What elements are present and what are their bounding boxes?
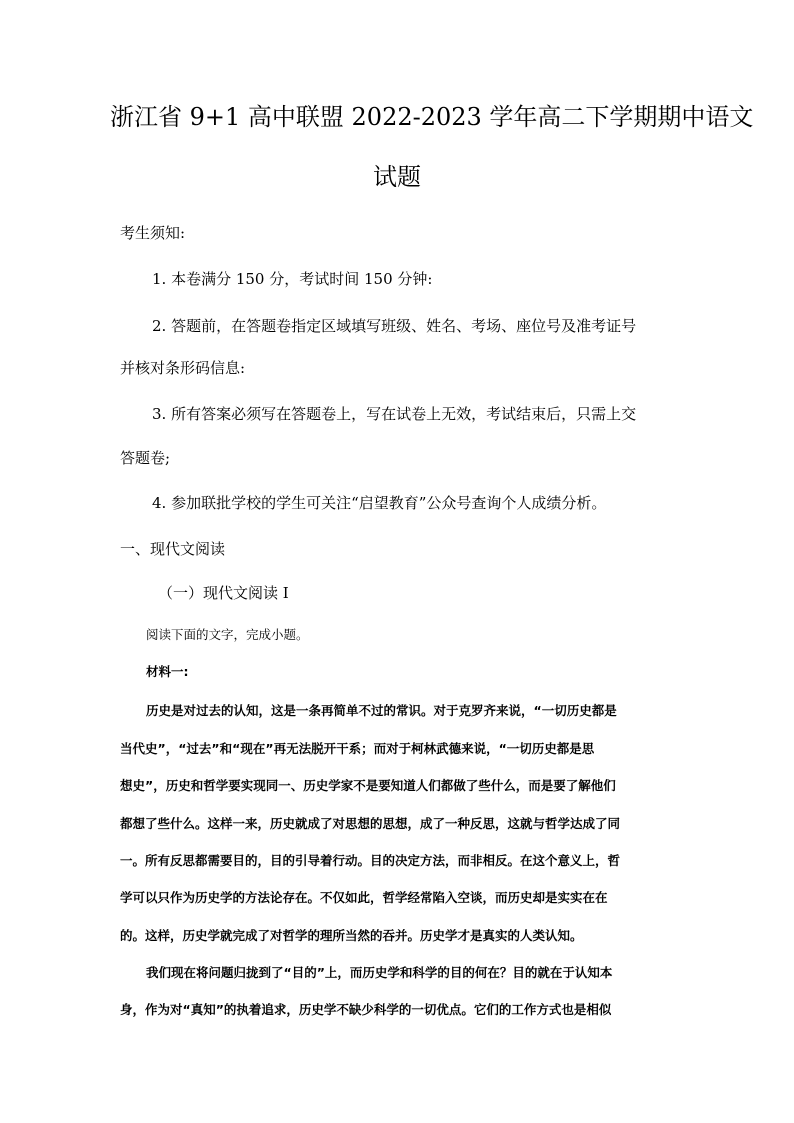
passage-line: 一。所有反思都需要目的，目的引导着行动。目的决定方法，而非相反。在这个意义上，哲	[120, 853, 621, 868]
material-label: 材料一:	[146, 664, 189, 679]
notice-item-2: 2. 答题前，在答题卷指定区域填写班级、姓名、考场、座位号及准考证号	[152, 317, 637, 335]
notice-item-3-continued: 答题卷;	[120, 449, 171, 467]
subsection-heading: （一）现代文阅读 I	[158, 584, 289, 602]
passage-line: 当代史”，“过去”和“现在”再无法脱开干系；而对于柯林武德来说，“一切历史都是思	[120, 741, 595, 756]
notice-item-2-continued: 并核对条形码信息:	[120, 359, 246, 377]
notice-item-1: 1. 本卷满分 150 分，考试时间 150 分钟:	[152, 270, 433, 288]
document-title: 浙江省 9+1 高中联盟 2022-2023 学年高二下学期期中语文	[110, 103, 754, 131]
section-heading: 一、现代文阅读	[120, 540, 226, 558]
passage-line: 学可以只作为历史学的方法论存在。不仅如此，哲学经常陷入空谈，而历史却是实实在在	[120, 890, 608, 905]
passage-line: 我们现在将问题归拢到了“目的”上，而历史学和科学的目的何在？目的就在于认知本	[146, 965, 613, 980]
notice-heading: 考生须知:	[120, 224, 186, 242]
passage-line: 历史是对过去的认知，这是一条再简单不过的常识。对于克罗齐来说，“一切历史都是	[146, 703, 617, 718]
reading-instruction: 阅读下面的文字，完成小题。	[146, 627, 309, 642]
passage-line: 想史”，历史和哲学要实现同一、历史学家不是要知道人们都做了些什么，而是要了解他们	[120, 778, 616, 793]
document-title-continued: 试题	[373, 163, 421, 191]
passage-line: 身，作为对“真知”的执着追求，历史学不缺少科学的一切优点。它们的工作方式也是相似	[120, 1002, 612, 1017]
notice-item-4: 4. 参加联批学校的学生可关注“启望教育”公众号查询个人成绩分析。	[152, 494, 607, 512]
notice-item-3: 3. 所有答案必须写在答题卷上，写在试卷上无效，考试结束后，只需上交	[152, 405, 637, 423]
passage-line: 的。这样，历史学就完成了对哲学的理所当然的吞并。历史学才是真实的人类认知。	[120, 928, 583, 943]
passage-line: 都想了些什么。这样一来，历史就成了对思想的思想，成了一种反思，这就与哲学达成了同	[120, 816, 621, 831]
